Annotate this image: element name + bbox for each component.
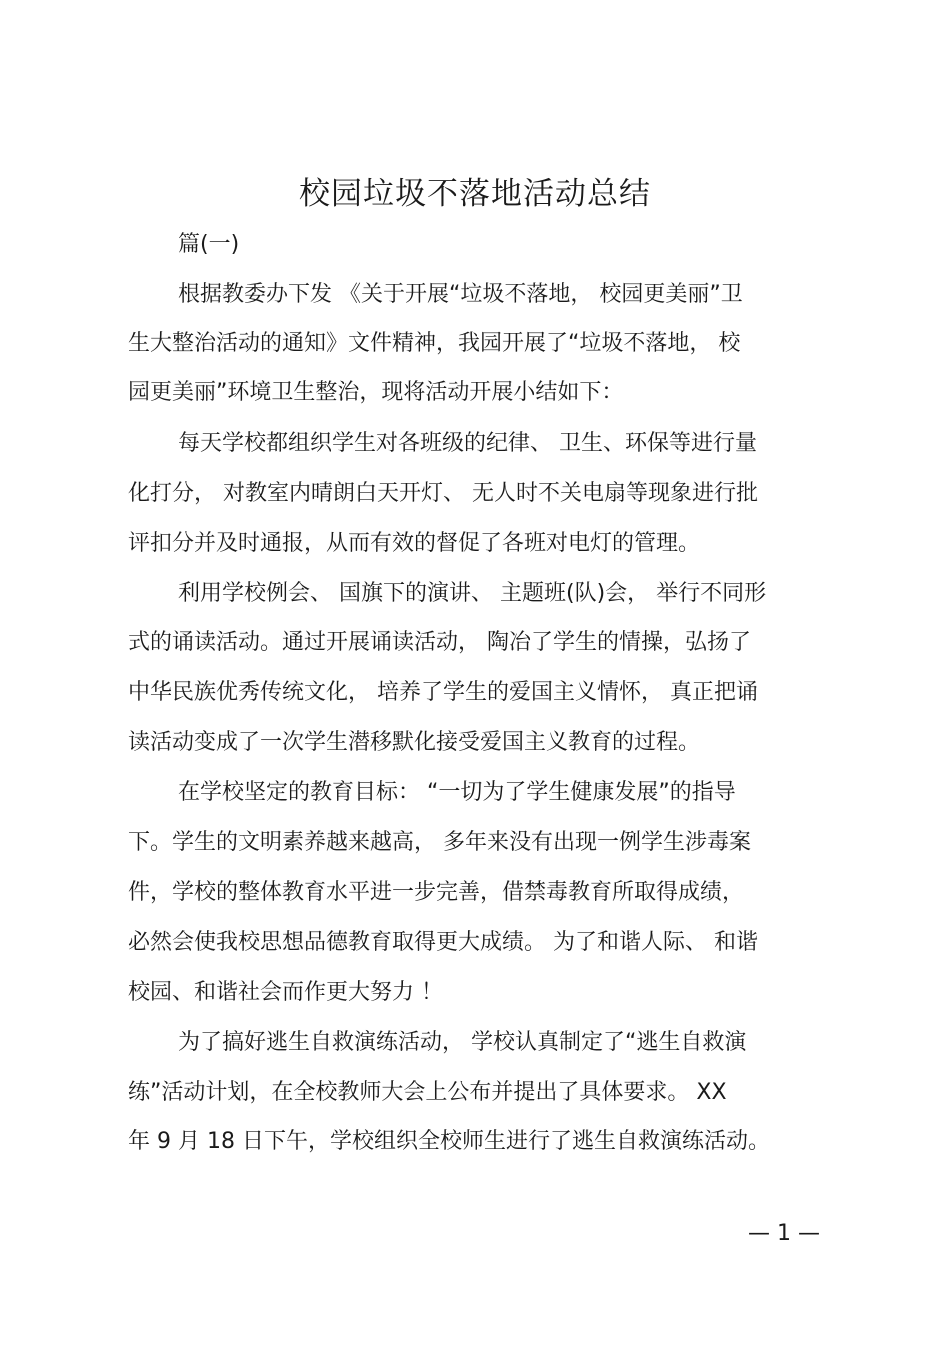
body-line-6: 评扣分并及时通报，从而有效的督促了各班对电灯的管理。 (128, 531, 701, 556)
body-line-14: 必然会使我校思想品德教育取得更大成绩。 为了和谐人际、 和谐 (128, 930, 758, 955)
body-line-1: 根据教委办下发 《关于开展“垃圾不落地， 校园更美丽”卫 (178, 282, 743, 307)
body-line-18: 年 9 月 18 日下午，学校组织全校师生进行了逃生自救演练活动。 (128, 1129, 770, 1154)
body-line-2: 生大整治活动的通知》文件精神，我园开展了“垃圾不落地， 校 (128, 331, 741, 356)
body-line-11: 在学校坚定的教育目标： “一切为了学生健康发展”的指导 (178, 780, 736, 805)
page-number: — 1 — (748, 1221, 820, 1246)
body-line-16: 为了搞好逃生自救演练活动， 学校认真制定了“逃生自救演 (178, 1030, 747, 1055)
body-line-13: 件，学校的整体教育水平进一步完善，借禁毒教育所取得成绩， (128, 880, 745, 905)
body-line-10: 读活动变成了一次学生潜移默化接受爱国主义教育的过程。 (128, 730, 701, 755)
body-line-15: 校园、和谐社会而作更大努力 ！ (128, 980, 443, 1005)
body-line-12: 下。学生的文明素养越来越高， 多年来没有出现一例学生涉毒案 (128, 830, 751, 855)
body-line-7: 利用学校例会、 国旗下的演讲、 主题班(队)会， 举行不同形 (178, 581, 767, 606)
body-line-8: 式的诵读活动。通过开展诵读活动， 陶冶了学生的情操，弘扬了 (128, 630, 751, 655)
body-line-9: 中华民族优秀传统文化， 培养了学生的爱国主义情怀， 真正把诵 (128, 680, 758, 705)
body-line-17: 练”活动计划，在全校教师大会上公布并提出了具体要求。 XX (128, 1080, 727, 1105)
document-title: 校园垃圾不落地活动总结 (299, 176, 651, 212)
section-label: 篇(一) (178, 232, 240, 257)
body-line-5: 化打分， 对教室内晴朗白天开灯、 无人时不关电扇等现象进行批 (128, 481, 758, 506)
body-line-3: 园更美丽”环境卫生整治，现将活动开展小结如下： (128, 380, 624, 405)
body-line-4: 每天学校都组织学生对各班级的纪律、 卫生、环保等进行量 (178, 431, 757, 456)
